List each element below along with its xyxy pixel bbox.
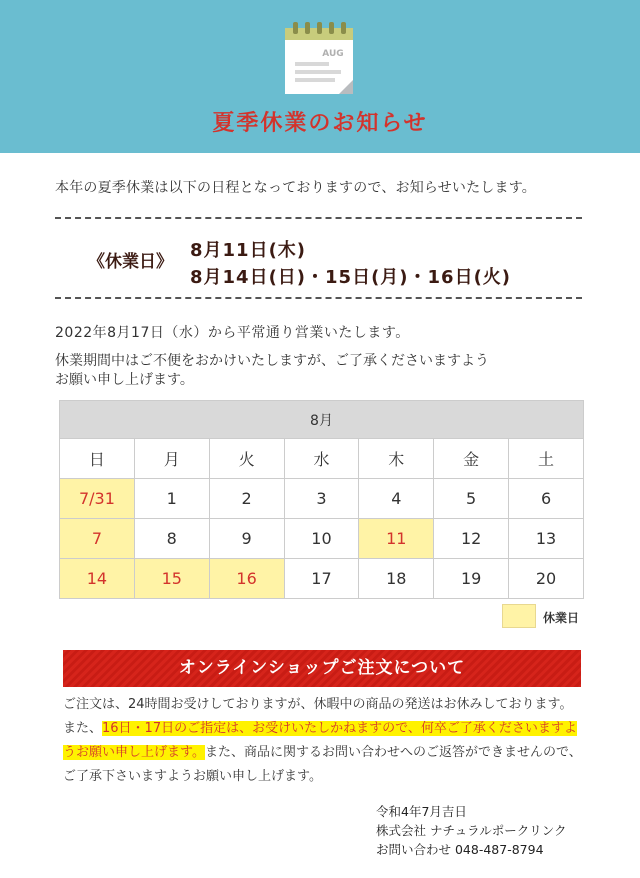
day-cell: 4: [359, 479, 434, 519]
online-text-after: また、商品に関するお問い合わせへのご返答ができませんので、ご了承下さいますようお願い申し上げます。: [63, 745, 582, 784]
day-cell-holiday: 7: [60, 519, 135, 559]
footer-contact: お問い合わせ 048-487-8794: [376, 842, 544, 857]
apology-line1: 休業期間中はご不便をおかけいたしますが、ご了承くださいますよう: [55, 353, 489, 369]
calendar-month: 8月: [60, 401, 584, 439]
august-calendar: [59, 400, 584, 599]
apology-text: [55, 352, 595, 390]
day-cell: 13: [509, 519, 584, 559]
day-cell: 10: [284, 519, 359, 559]
day-cell: 12: [434, 519, 509, 559]
calendar-icon-month: AUG: [322, 49, 344, 59]
footer-date: 令和4年7月吉日: [376, 804, 467, 819]
weekday-tue: 火: [209, 439, 284, 479]
weekday-thu: 木: [359, 439, 434, 479]
weekday-sat: 土: [509, 439, 584, 479]
legend-swatch: [502, 604, 536, 628]
day-cell: 19: [434, 559, 509, 599]
day-cell: 18: [359, 559, 434, 599]
online-shop-notice: [63, 693, 583, 789]
holiday-label: 《休業日》: [88, 252, 173, 272]
page-title: 夏季休業のお知らせ: [212, 111, 428, 136]
day-cell: 9: [209, 519, 284, 559]
online-text-highlight: 16日・17日のご指定は、お受けいたしかねますので、何卒ご了承くださいますようお願い申し上げます。: [63, 721, 577, 760]
footer-company: 株式会社 ナチュラルポークリンク: [376, 823, 567, 838]
day-cell: 2: [209, 479, 284, 519]
day-cell: 3: [284, 479, 359, 519]
day-cell-holiday: 14: [60, 559, 135, 599]
holiday-dates-line2: 8月14日(日)・15日(月)・16日(火): [190, 267, 512, 288]
day-cell: 5: [434, 479, 509, 519]
day-cell: 8: [134, 519, 209, 559]
resume-notice: 2022年8月17日（水）から平常通り営業いたします。: [55, 325, 410, 341]
intro-text: 本年の夏季休業は以下の日程となっておりますので、お知らせいたします。: [55, 180, 536, 196]
day-cell-holiday: 15: [134, 559, 209, 599]
day-cell: 20: [509, 559, 584, 599]
dashed-divider-top: [55, 217, 582, 219]
day-cell-holiday: 16: [209, 559, 284, 599]
weekday-wed: 水: [284, 439, 359, 479]
apology-line2: お願い申し上げます。: [55, 372, 194, 388]
calendar-week-row: [60, 479, 584, 519]
header: [0, 0, 640, 153]
day-cell: 1: [134, 479, 209, 519]
day-cell: 6: [509, 479, 584, 519]
online-text-before: ご注文は、24時間お受けしておりますが、休暇中の商品の発送はお休みしております。また、: [63, 697, 573, 736]
footer-signature: [376, 802, 566, 859]
weekday-fri: 金: [434, 439, 509, 479]
dashed-divider-bottom: [55, 297, 582, 299]
day-cell: 17: [284, 559, 359, 599]
day-cell-holiday: 7/31: [60, 479, 135, 519]
weekday-mon: 月: [134, 439, 209, 479]
holiday-dates-line1: 8月11日(木): [190, 240, 307, 261]
calendar-week-row: [60, 559, 584, 599]
weekday-row: [60, 439, 584, 479]
day-cell-holiday: 11: [359, 519, 434, 559]
online-shop-banner: オンラインショップご注文について: [63, 650, 581, 687]
legend-label: 休業日: [543, 611, 580, 625]
weekday-sun: 日: [60, 439, 135, 479]
calendar-icon: [283, 20, 355, 96]
calendar-week-row: [60, 519, 584, 559]
